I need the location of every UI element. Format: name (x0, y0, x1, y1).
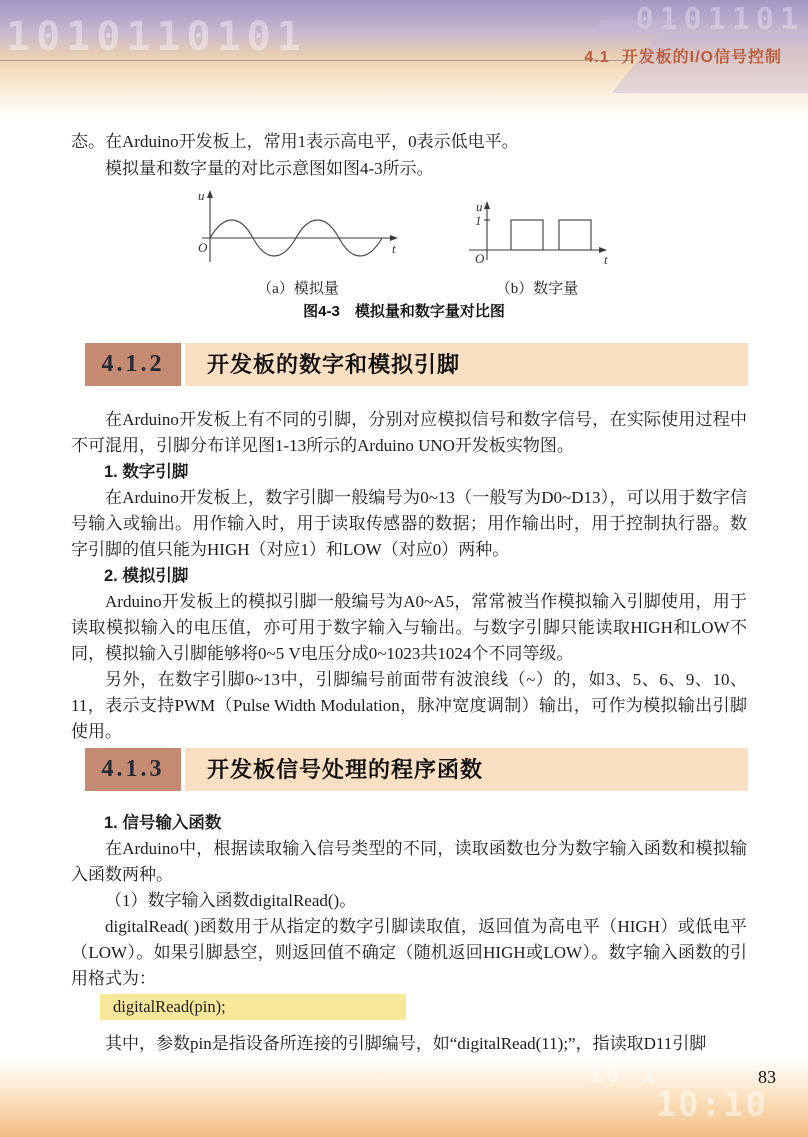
page-footer (0, 1059, 808, 1137)
section-header-4-1-2 (85, 343, 748, 386)
paragraph: 在Arduino开发板上，数字引脚一般编号为0~13（一般写为D0~D13），可以用于数字信号输入或输出。用作输入时，用于读取传感器的数据；用作输出时，用于控制执行器。数字引脚的值只能为HIGH（对应1）和LOW（对应0）两种。 (71, 488, 747, 559)
subheading: 2. 模拟引脚 (104, 567, 189, 585)
section-4-1-2-body (71, 407, 747, 745)
subheading: 1. 信号输入函数 (104, 814, 222, 832)
section-header-4-1-3 (85, 748, 748, 791)
section-number-badge: 4.1.3 (85, 748, 181, 791)
figure-caption: 图4-3 模拟量和数字量对比图 (303, 303, 505, 320)
digits-decor: 10 1 (587, 1059, 658, 1089)
binary-decor-left: 1010110101 (6, 14, 307, 60)
section-4-1-3-body (71, 810, 747, 992)
paragraph: 态。在Arduino开发板上，常用1表示高电平，0表示低电平。 (71, 132, 519, 151)
paragraph: Arduino开发板上的模拟引脚一般编号为A0~A5，常常被当作模拟输入引脚使用，用于读取模拟输入的电压值，亦可用于数字输入与输出。与数字引脚只能读取HIGH和LOW不同，模拟输入引脚能够将0~5 V电压分成0~1023共1024个不同等级。 (71, 592, 747, 663)
paragraph: 在Arduino中，根据读取输入信号类型的不同，读取函数也分为数字输入函数和模拟输入函数两种。 (71, 839, 747, 884)
header-band-small-decor (591, 20, 675, 33)
paragraph: （1）数字输入函数digitalRead()。 (105, 891, 357, 910)
section-number-badge: 4.1.2 (85, 343, 181, 386)
subfigure-b-caption: （b）数字量 (495, 281, 579, 297)
y-tick-label: 1 (475, 213, 482, 228)
x-axis-label: t (604, 252, 608, 267)
code-text: digitalRead(pin); (113, 997, 226, 1016)
running-head-title: 开发板的I/O信号控制 (621, 49, 782, 66)
paragraph: 另外，在数字引脚0~13中，引脚编号前面带有波浪线（~）的，如3、5、6、9、10、11，表示支持PWM（Pulse Width Modulation，脉冲宽度调制）输出，可作为模拟输出引脚使用。 (71, 670, 747, 741)
intro-text (71, 128, 747, 182)
header-rule (0, 60, 632, 61)
running-head (584, 44, 782, 67)
binary-decor-right: 0101101 (635, 2, 804, 37)
subheading: 1. 数字引脚 (104, 463, 189, 481)
code-snippet-box (100, 994, 406, 1020)
paragraph: 在Arduino开发板上有不同的引脚，分别对应模拟信号和数字信号，在实际使用过程中不可混用，引脚分布详见图1-13所示的Arduino UNO开发板实物图。 (71, 410, 747, 455)
digital-waveform-chart (447, 194, 612, 272)
closing-paragraph (71, 1031, 747, 1057)
running-head-number: 4.1 (584, 49, 610, 66)
digits-decor: 10:10 (655, 1085, 768, 1125)
paragraph: digitalRead( )函数用于从指定的数字引脚读取值，返回值为高电平（HIGH）或低电平（LOW）。如果引脚悬空，则返回值不确定（随机返回HIGH或LOW）。数字输入函数的引用格式为： (71, 917, 747, 988)
y-axis-label: u (476, 199, 483, 214)
page-header (0, 0, 808, 118)
section-title: 开发板信号处理的程序函数 (207, 757, 484, 782)
paragraph: 其中，参数pin是指设备所连接的引脚编号，如“digitalRead(11);”，指读取D11引脚 (105, 1034, 707, 1053)
x-axis-label: t (392, 241, 396, 256)
paragraph: 模拟量和数字量的对比示意图如图4-3所示。 (105, 159, 434, 178)
analog-waveform-chart (196, 188, 401, 276)
page-number: 83 (758, 1067, 776, 1087)
subfigure-a-caption: （a）模拟量 (257, 281, 339, 297)
origin-label: O (198, 240, 208, 255)
y-axis-label: u (198, 188, 205, 203)
section-title: 开发板的数字和模拟引脚 (207, 352, 461, 377)
origin-label: O (475, 251, 485, 266)
